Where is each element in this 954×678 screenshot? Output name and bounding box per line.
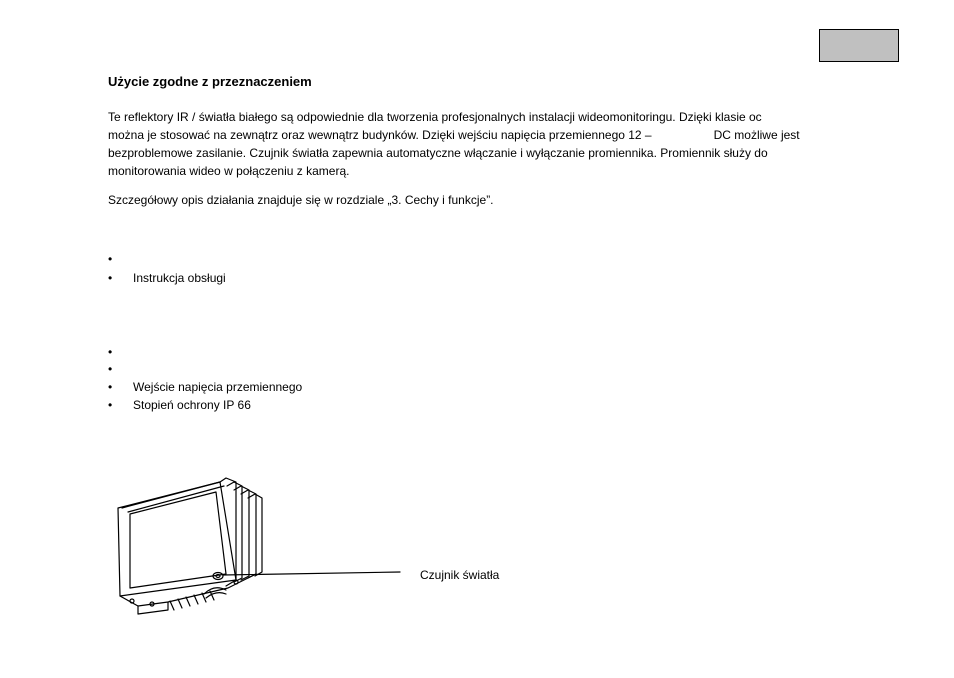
intro-line-2 bbox=[108, 126, 800, 144]
light-sensor-label: Czujnik światła bbox=[420, 568, 500, 582]
bullet-icon: • bbox=[108, 380, 113, 394]
page-marker-box bbox=[819, 29, 899, 62]
bullet-icon: • bbox=[108, 271, 113, 285]
list-item bbox=[108, 344, 133, 360]
list-item bbox=[108, 251, 133, 267]
list-item bbox=[108, 270, 226, 286]
list-item-text: Instrukcja obsługi bbox=[133, 271, 226, 285]
intro-line-1: Te reflektory IR / światła białego są odpowiednie dla tworzenia profesjonalnych instalacji wideomonitoringu. Dzięki klasie oc bbox=[108, 110, 762, 124]
list-item-text: Stopień ochrony IP 66 bbox=[133, 398, 251, 412]
intro-line-2b: DC możliwe jest bbox=[713, 128, 800, 142]
bullet-icon: • bbox=[108, 345, 113, 359]
intro-line-3: bezproblemowe zasilanie. Czujnik światła zapewnia automatyczne włączanie i wyłączanie promiennika. Promiennik służy do bbox=[108, 146, 768, 160]
illuminator-drawing bbox=[108, 468, 418, 618]
section-heading: Użycie zgodne z przeznaczeniem bbox=[108, 74, 312, 89]
bullet-icon: • bbox=[108, 398, 113, 412]
intro-paragraph bbox=[108, 108, 800, 180]
list-item bbox=[108, 379, 302, 395]
intro-line-4: monitorowania wideo w połączeniu z kamerą. bbox=[108, 164, 350, 178]
list-item bbox=[108, 361, 133, 377]
intro-line-2a: można je stosować na zewnątrz oraz wewnątrz budynków. Dzięki wejściu napięcia przemiennego 12 – bbox=[108, 128, 652, 142]
list-item-text: Wejście napięcia przemiennego bbox=[133, 380, 303, 394]
bullet-icon: • bbox=[108, 252, 113, 266]
bullet-icon: • bbox=[108, 362, 113, 376]
list-item bbox=[108, 397, 251, 413]
reference-paragraph: Szczegółowy opis działania znajduje się w rozdziale „3. Cechy i funkcje”. bbox=[108, 193, 494, 207]
